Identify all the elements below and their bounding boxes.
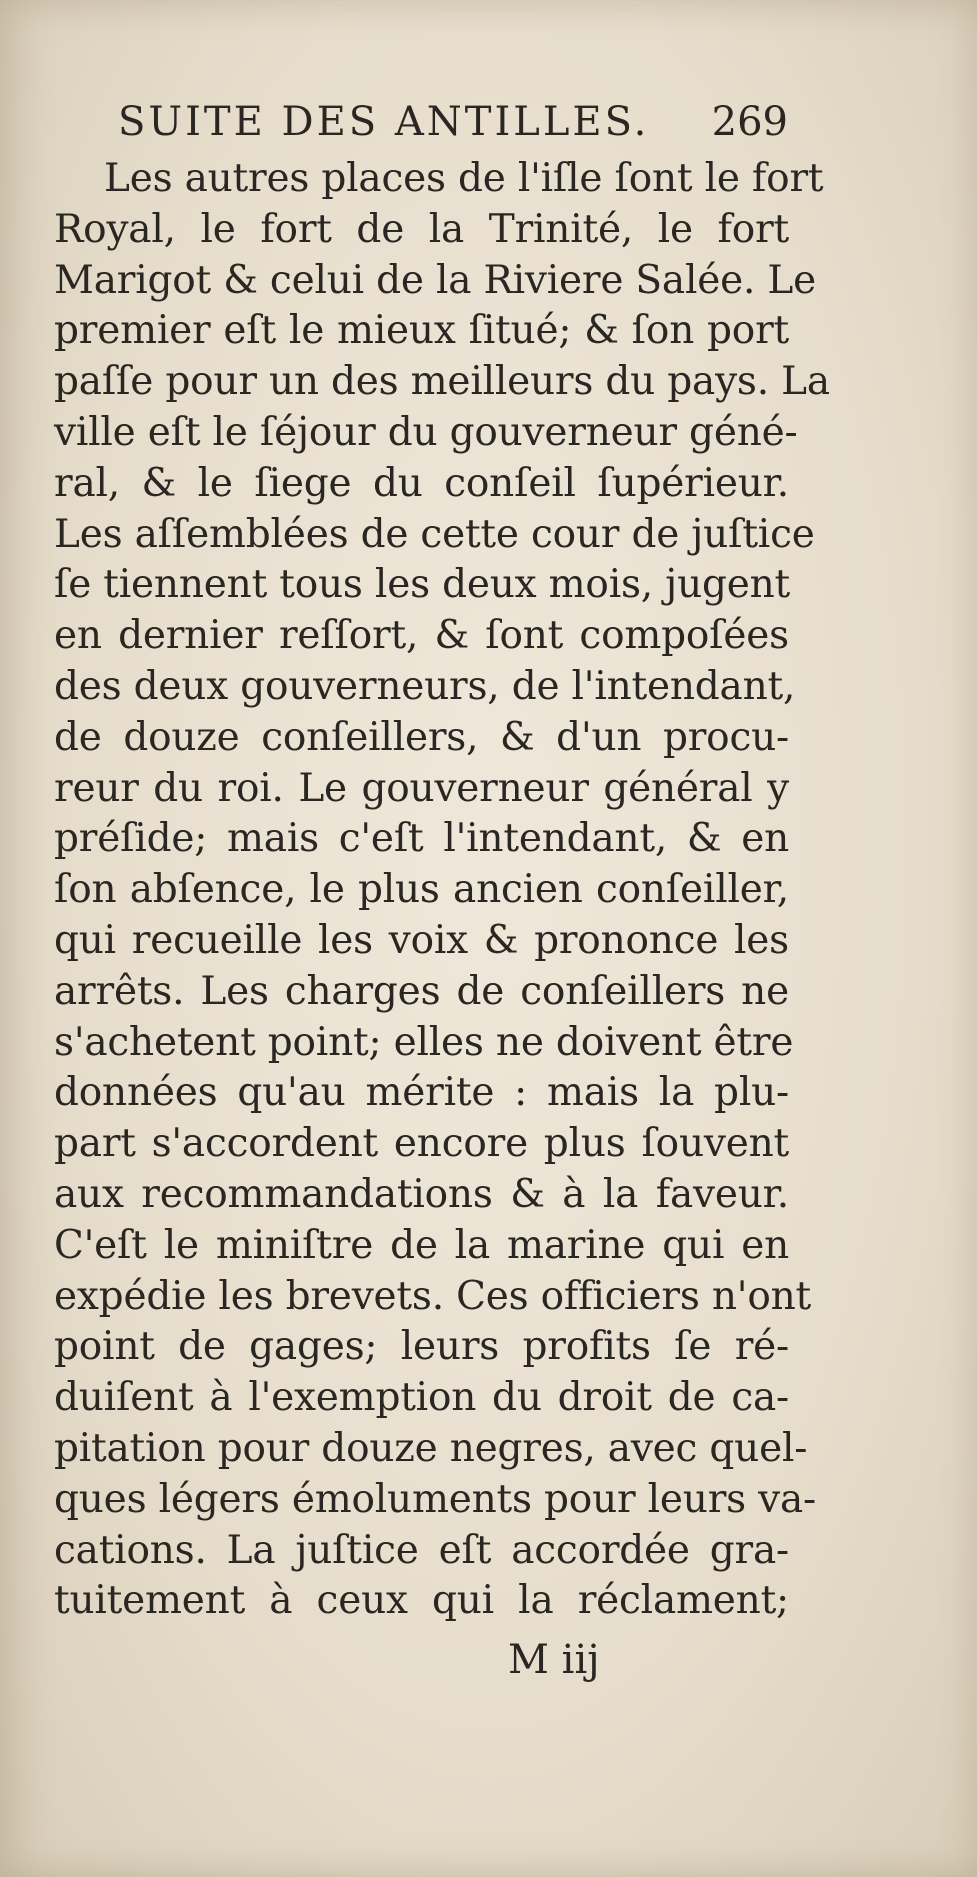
text-line: C'eſt le miniſtre de la marine qui en bbox=[54, 1222, 789, 1268]
text-line: Les autres places de l'iſle ſont le fort bbox=[104, 156, 824, 201]
text-line: reur du roi. Le gouverneur général y bbox=[54, 765, 789, 811]
text-line: s'achetent point; elles ne doivent être bbox=[54, 1019, 794, 1065]
text-line: ques légers émoluments pour leurs va- bbox=[54, 1476, 817, 1522]
text-line: duiſent à l'exemption du droit de ca- bbox=[54, 1375, 789, 1421]
text-line: pitation pour douze negres, avec quel- bbox=[54, 1425, 808, 1471]
text-line: cations. La juſtice eſt accordée gra- bbox=[54, 1527, 789, 1573]
text-line: premier eſt le mieux ſitué; & ſon port bbox=[54, 308, 789, 354]
text-line: Les aſſemblées de cette cour de juſtice bbox=[54, 511, 815, 557]
running-title: SUITE DES ANTILLES. bbox=[118, 99, 650, 145]
text-line: qui recueille les voix & prononce les bbox=[54, 917, 789, 963]
text-line: ſe tiennent tous les deux mois, jugent bbox=[54, 562, 791, 608]
page-number: 269 bbox=[711, 99, 788, 145]
text-line: aux recommandations & à la faveur. bbox=[54, 1171, 789, 1217]
text-line: ſon abſence, le plus ancien conſeiller, bbox=[54, 867, 789, 913]
text-line: de douze conſeillers, & d'un procu- bbox=[54, 714, 789, 760]
text-line: expédie les brevets. Ces officiers n'ont bbox=[54, 1273, 811, 1319]
text-line: Marigot & celui de la Riviere Salée. Le bbox=[54, 257, 816, 303]
text-line: ville eſt le ſéjour du gouverneur géné- bbox=[54, 409, 798, 455]
text-line: ral, & le ſiege du conſeil ſupérieur. bbox=[54, 460, 789, 506]
text-line: arrêts. Les charges de conſeillers ne bbox=[54, 968, 789, 1014]
text-line: paſſe pour un des meilleurs du pays. La bbox=[54, 359, 830, 405]
signature-mark: M iij bbox=[508, 1637, 600, 1683]
page-header bbox=[118, 92, 788, 152]
text-line: point de gages; leurs profits ſe ré- bbox=[54, 1324, 789, 1370]
text-line: en dernier reſſort, & ſont compoſées bbox=[54, 613, 789, 659]
text-line: part s'accordent encore plus ſouvent bbox=[54, 1121, 789, 1167]
text-line: des deux gouverneurs, de l'intendant, bbox=[54, 663, 796, 709]
text-line: données qu'au mérite : mais la plu- bbox=[54, 1070, 789, 1116]
text-line: Royal, le fort de la Trinité, le fort bbox=[54, 206, 789, 252]
body-text bbox=[54, 154, 830, 1627]
text-line: préſide; mais c'eſt l'intendant, & en bbox=[54, 816, 789, 862]
text-line: tuitement à ceux qui la réclament; bbox=[54, 1578, 789, 1624]
